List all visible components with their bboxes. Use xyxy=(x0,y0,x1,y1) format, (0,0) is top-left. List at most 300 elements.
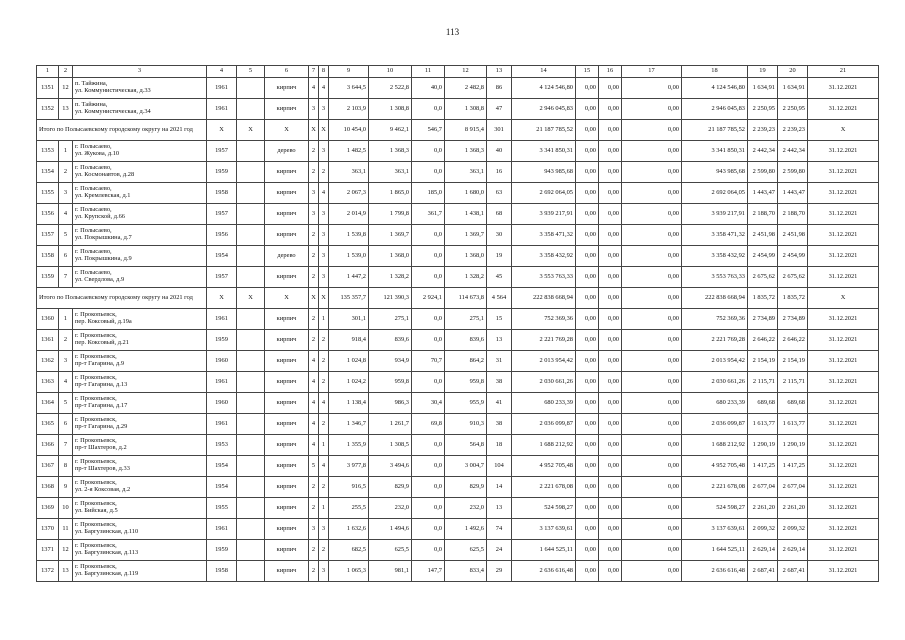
table-row xyxy=(37,141,879,162)
cell-c9: 135 357,7 xyxy=(329,288,369,309)
row-subnumber: 2 xyxy=(59,162,73,183)
cell-c4: 1958 xyxy=(207,183,237,204)
cell-c19: 2 115,71 xyxy=(748,372,778,393)
cell-c8: 2 xyxy=(319,372,329,393)
cell-c6: кирпич xyxy=(265,435,309,456)
cell-c8: X xyxy=(319,120,329,141)
cell-c10: 3 494,6 xyxy=(369,456,412,477)
cell-c5 xyxy=(237,225,265,246)
row-number: 1351 xyxy=(37,78,59,99)
cell-c8: 2 xyxy=(319,477,329,498)
column-header: 17 xyxy=(622,66,682,78)
cell-c12: 1 368,3 xyxy=(445,141,487,162)
cell-c11: 30,4 xyxy=(412,393,445,414)
row-number: 1364 xyxy=(37,393,59,414)
cell-c11: 0,0 xyxy=(412,540,445,561)
table-row xyxy=(37,99,879,120)
cell-c7: 2 xyxy=(309,477,319,498)
cell-c21: 31.12.2021 xyxy=(808,330,879,351)
cell-c20: 2 188,70 xyxy=(778,204,808,225)
cell-c13: 38 xyxy=(487,372,512,393)
address-cell xyxy=(73,309,207,330)
header-row xyxy=(37,66,879,78)
cell-c12: 2 482,8 xyxy=(445,78,487,99)
column-header: 21 xyxy=(808,66,879,78)
cell-c20: 2 250,95 xyxy=(778,99,808,120)
column-header: 2 xyxy=(59,66,73,78)
address-cell xyxy=(73,435,207,456)
cell-c19: 2 188,70 xyxy=(748,204,778,225)
address-street: ул. Баргузинская, д.110 xyxy=(75,528,139,535)
cell-c19: 2 239,23 xyxy=(748,120,778,141)
cell-c8: 3 xyxy=(319,225,329,246)
address-cell xyxy=(73,561,207,582)
address-street: пр-т Шахтеров, д.33 xyxy=(75,465,130,472)
cell-c12: 839,6 xyxy=(445,330,487,351)
cell-c11: 0,0 xyxy=(412,477,445,498)
address-cell xyxy=(73,519,207,540)
table-row xyxy=(37,246,879,267)
cell-c14: 3 358 432,92 xyxy=(512,246,576,267)
cell-c12: 955,9 xyxy=(445,393,487,414)
row-subnumber: 10 xyxy=(59,498,73,519)
cell-c21: 31.12.2021 xyxy=(808,309,879,330)
cell-c18: 2 946 045,83 xyxy=(682,99,748,120)
cell-c9: 1 539,8 xyxy=(329,225,369,246)
row-subnumber: 2 xyxy=(59,330,73,351)
total-row xyxy=(37,120,879,141)
cell-c6: кирпич xyxy=(265,78,309,99)
cell-c10: 121 390,3 xyxy=(369,288,412,309)
cell-c4: 1954 xyxy=(207,477,237,498)
column-header: 15 xyxy=(576,66,599,78)
cell-c12: 1 368,0 xyxy=(445,246,487,267)
cell-c5 xyxy=(237,498,265,519)
row-subnumber: 13 xyxy=(59,561,73,582)
cell-c6: кирпич xyxy=(265,477,309,498)
address-cell xyxy=(73,393,207,414)
row-subnumber: 1 xyxy=(59,309,73,330)
cell-c6: X xyxy=(265,288,309,309)
cell-c5 xyxy=(237,330,265,351)
cell-c7: 2 xyxy=(309,561,319,582)
cell-c14: 3 358 471,32 xyxy=(512,225,576,246)
cell-c7: 4 xyxy=(309,393,319,414)
cell-c6: X xyxy=(265,120,309,141)
cell-c9: 3 644,5 xyxy=(329,78,369,99)
cell-c6: кирпич xyxy=(265,414,309,435)
cell-c20: 2 599,80 xyxy=(778,162,808,183)
address-locality: г. Прокопьевск, xyxy=(75,521,117,529)
cell-c19: 2 250,95 xyxy=(748,99,778,120)
column-header: 16 xyxy=(599,66,622,78)
cell-c20: 2 677,04 xyxy=(778,477,808,498)
cell-c8: 2 xyxy=(319,540,329,561)
cell-c9: 1 632,6 xyxy=(329,519,369,540)
row-subnumber: 5 xyxy=(59,393,73,414)
cell-c5 xyxy=(237,435,265,456)
cell-c19: 689,68 xyxy=(748,393,778,414)
cell-c6: кирпич xyxy=(265,372,309,393)
cell-c9: 918,4 xyxy=(329,330,369,351)
cell-c19: 2 599,80 xyxy=(748,162,778,183)
address-locality: г. Прокопьевск, xyxy=(75,437,117,445)
address-street: ул. Бийская, д.5 xyxy=(75,507,118,514)
cell-c19: 2 734,89 xyxy=(748,309,778,330)
cell-c5 xyxy=(237,540,265,561)
cell-c16: 0,00 xyxy=(599,309,622,330)
row-number: 1360 xyxy=(37,309,59,330)
address-locality: г. Полысаево, xyxy=(75,248,112,256)
column-header: 19 xyxy=(748,66,778,78)
address-cell xyxy=(73,246,207,267)
cell-c18: 3 137 639,61 xyxy=(682,519,748,540)
cell-c21: 31.12.2021 xyxy=(808,225,879,246)
cell-c5 xyxy=(237,414,265,435)
column-header: 9 xyxy=(329,66,369,78)
cell-c10: 1 799,8 xyxy=(369,204,412,225)
cell-c15: 0,00 xyxy=(576,330,599,351)
cell-c14: 752 369,36 xyxy=(512,309,576,330)
column-header: 13 xyxy=(487,66,512,78)
total-row xyxy=(37,288,879,309)
cell-c9: 1 065,3 xyxy=(329,561,369,582)
cell-c21: 31.12.2021 xyxy=(808,540,879,561)
cell-c10: 2 522,8 xyxy=(369,78,412,99)
cell-c18: 4 124 546,80 xyxy=(682,78,748,99)
row-number: 1352 xyxy=(37,99,59,120)
cell-c20: 1 634,91 xyxy=(778,78,808,99)
row-subnumber: 1 xyxy=(59,141,73,162)
cell-c21: 31.12.2021 xyxy=(808,561,879,582)
total-label: Итого по Полысаевскому городскому округу на 2021 год xyxy=(37,120,207,141)
row-subnumber: 12 xyxy=(59,78,73,99)
cell-c16: 0,00 xyxy=(599,414,622,435)
cell-c15: 0,00 xyxy=(576,540,599,561)
cell-c4: 1957 xyxy=(207,204,237,225)
cell-c7: X xyxy=(309,120,319,141)
cell-c11: 0,0 xyxy=(412,435,445,456)
cell-c5: X xyxy=(237,288,265,309)
cell-c10: 232,0 xyxy=(369,498,412,519)
cell-c20: 2 675,62 xyxy=(778,267,808,288)
cell-c19: 2 677,04 xyxy=(748,477,778,498)
cell-c17: 0,00 xyxy=(622,120,682,141)
cell-c12: 232,0 xyxy=(445,498,487,519)
cell-c17: 0,00 xyxy=(622,435,682,456)
address-locality: п. Тайжина, xyxy=(75,80,108,88)
address-cell xyxy=(73,414,207,435)
cell-c20: 1 290,19 xyxy=(778,435,808,456)
cell-c4: 1956 xyxy=(207,225,237,246)
cell-c17: 0,00 xyxy=(622,141,682,162)
cell-c10: 1 369,7 xyxy=(369,225,412,246)
cell-c14: 2 013 954,42 xyxy=(512,351,576,372)
address-cell xyxy=(73,498,207,519)
cell-c17: 0,00 xyxy=(622,498,682,519)
address-street: пр-т Гагарина, д.17 xyxy=(75,402,128,409)
address-street: ул. Жукова, д.10 xyxy=(75,150,120,157)
row-number: 1355 xyxy=(37,183,59,204)
cell-c6: кирпич xyxy=(265,99,309,120)
cell-c16: 0,00 xyxy=(599,456,622,477)
cell-c17: 0,00 xyxy=(622,225,682,246)
cell-c8: 1 xyxy=(319,435,329,456)
cell-c15: 0,00 xyxy=(576,435,599,456)
cell-c7: 2 xyxy=(309,498,319,519)
cell-c17: 0,00 xyxy=(622,99,682,120)
housing-register-table xyxy=(36,65,879,582)
table-row xyxy=(37,204,879,225)
cell-c12: 363,1 xyxy=(445,162,487,183)
cell-c4: 1959 xyxy=(207,162,237,183)
cell-c16: 0,00 xyxy=(599,204,622,225)
cell-c6: кирпич xyxy=(265,351,309,372)
table-row xyxy=(37,351,879,372)
cell-c19: 2 675,62 xyxy=(748,267,778,288)
cell-c6: кирпич xyxy=(265,540,309,561)
cell-c9: 2 067,3 xyxy=(329,183,369,204)
cell-c4: 1961 xyxy=(207,519,237,540)
table-row xyxy=(37,183,879,204)
cell-c19: 1 290,19 xyxy=(748,435,778,456)
cell-c16: 0,00 xyxy=(599,477,622,498)
cell-c8: 3 xyxy=(319,141,329,162)
cell-c17: 0,00 xyxy=(622,414,682,435)
cell-c20: 689,68 xyxy=(778,393,808,414)
cell-c7: 4 xyxy=(309,372,319,393)
cell-c21: 31.12.2021 xyxy=(808,246,879,267)
cell-c15: 0,00 xyxy=(576,456,599,477)
cell-c20: 1 613,77 xyxy=(778,414,808,435)
cell-c8: 3 xyxy=(319,204,329,225)
address-street: пр-т Гагарина, д.9 xyxy=(75,360,125,367)
cell-c13: 15 xyxy=(487,309,512,330)
cell-c4: 1959 xyxy=(207,540,237,561)
cell-c5 xyxy=(237,351,265,372)
cell-c10: 829,9 xyxy=(369,477,412,498)
cell-c19: 1 443,47 xyxy=(748,183,778,204)
cell-c5 xyxy=(237,477,265,498)
cell-c13: 40 xyxy=(487,141,512,162)
table-row xyxy=(37,540,879,561)
column-header: 4 xyxy=(207,66,237,78)
address-cell xyxy=(73,204,207,225)
cell-c13: 41 xyxy=(487,393,512,414)
row-number: 1371 xyxy=(37,540,59,561)
cell-c19: 2 646,22 xyxy=(748,330,778,351)
cell-c11: 0,0 xyxy=(412,372,445,393)
cell-c13: 14 xyxy=(487,477,512,498)
cell-c12: 1 438,1 xyxy=(445,204,487,225)
cell-c7: 2 xyxy=(309,246,319,267)
cell-c21: 31.12.2021 xyxy=(808,78,879,99)
cell-c15: 0,00 xyxy=(576,99,599,120)
cell-c18: 2 692 064,05 xyxy=(682,183,748,204)
cell-c6: кирпич xyxy=(265,204,309,225)
row-number: 1357 xyxy=(37,225,59,246)
row-number: 1365 xyxy=(37,414,59,435)
cell-c12: 564,8 xyxy=(445,435,487,456)
cell-c20: 2 646,22 xyxy=(778,330,808,351)
cell-c16: 0,00 xyxy=(599,393,622,414)
cell-c4: 1954 xyxy=(207,456,237,477)
cell-c7: 2 xyxy=(309,225,319,246)
cell-c12: 1 680,0 xyxy=(445,183,487,204)
row-subnumber: 4 xyxy=(59,204,73,225)
cell-c15: 0,00 xyxy=(576,477,599,498)
cell-c7: 3 xyxy=(309,99,319,120)
cell-c21: 31.12.2021 xyxy=(808,414,879,435)
cell-c10: 9 462,1 xyxy=(369,120,412,141)
cell-c20: 2 454,99 xyxy=(778,246,808,267)
cell-c18: 3 358 471,32 xyxy=(682,225,748,246)
cell-c9: 1 346,7 xyxy=(329,414,369,435)
cell-c17: 0,00 xyxy=(622,78,682,99)
cell-c14: 1 644 525,11 xyxy=(512,540,576,561)
cell-c5 xyxy=(237,183,265,204)
cell-c20: 2 734,89 xyxy=(778,309,808,330)
cell-c16: 0,00 xyxy=(599,246,622,267)
address-locality: г. Прокопьевск, xyxy=(75,374,117,382)
cell-c14: 21 187 785,52 xyxy=(512,120,576,141)
cell-c16: 0,00 xyxy=(599,498,622,519)
cell-c5 xyxy=(237,162,265,183)
cell-c12: 959,8 xyxy=(445,372,487,393)
row-number: 1353 xyxy=(37,141,59,162)
cell-c10: 839,6 xyxy=(369,330,412,351)
column-header: 7 xyxy=(309,66,319,78)
cell-c16: 0,00 xyxy=(599,561,622,582)
cell-c18: 2 221 769,28 xyxy=(682,330,748,351)
cell-c11: 0,0 xyxy=(412,99,445,120)
cell-c12: 3 004,7 xyxy=(445,456,487,477)
address-cell xyxy=(73,351,207,372)
row-subnumber: 9 xyxy=(59,477,73,498)
cell-c7: 4 xyxy=(309,78,319,99)
row-number: 1359 xyxy=(37,267,59,288)
row-number: 1372 xyxy=(37,561,59,582)
cell-c8: 3 xyxy=(319,246,329,267)
cell-c18: 2 036 099,87 xyxy=(682,414,748,435)
cell-c8: 4 xyxy=(319,393,329,414)
table-row xyxy=(37,330,879,351)
cell-c4: 1961 xyxy=(207,309,237,330)
cell-c5 xyxy=(237,393,265,414)
row-number: 1363 xyxy=(37,372,59,393)
cell-c13: 4 564 xyxy=(487,288,512,309)
address-cell xyxy=(73,225,207,246)
cell-c8: 3 xyxy=(319,267,329,288)
address-locality: г. Полысаево, xyxy=(75,164,112,172)
cell-c7: 3 xyxy=(309,519,319,540)
cell-c15: 0,00 xyxy=(576,372,599,393)
address-street: пр-т Гагарина, д.13 xyxy=(75,381,128,388)
cell-c8: 2 xyxy=(319,162,329,183)
cell-c12: 1 328,2 xyxy=(445,267,487,288)
cell-c9: 1 024,8 xyxy=(329,351,369,372)
address-locality: г. Полысаево, xyxy=(75,269,112,277)
cell-c13: 301 xyxy=(487,120,512,141)
column-header: 20 xyxy=(778,66,808,78)
cell-c15: 0,00 xyxy=(576,309,599,330)
cell-c6: кирпич xyxy=(265,498,309,519)
cell-c8: 2 xyxy=(319,414,329,435)
address-street: ул. Космонавтов, д.28 xyxy=(75,171,135,178)
cell-c11: 0,0 xyxy=(412,246,445,267)
cell-c6: кирпич xyxy=(265,519,309,540)
cell-c15: 0,00 xyxy=(576,120,599,141)
cell-c16: 0,00 xyxy=(599,540,622,561)
cell-c21: 31.12.2021 xyxy=(808,183,879,204)
cell-c18: 1 644 525,11 xyxy=(682,540,748,561)
cell-c11: 0,0 xyxy=(412,456,445,477)
table-row xyxy=(37,435,879,456)
cell-c21: 31.12.2021 xyxy=(808,456,879,477)
cell-c21: X xyxy=(808,288,879,309)
column-header: 10 xyxy=(369,66,412,78)
cell-c9: 1 355,9 xyxy=(329,435,369,456)
cell-c8: 3 xyxy=(319,561,329,582)
cell-c9: 1 024,2 xyxy=(329,372,369,393)
cell-c13: 29 xyxy=(487,561,512,582)
cell-c17: 0,00 xyxy=(622,267,682,288)
cell-c17: 0,00 xyxy=(622,372,682,393)
cell-c13: 74 xyxy=(487,519,512,540)
table-row xyxy=(37,309,879,330)
total-label: Итого по Полысаевскому городскому округу на 2021 год xyxy=(37,288,207,309)
cell-c11: 0,0 xyxy=(412,141,445,162)
cell-c18: 2 221 678,08 xyxy=(682,477,748,498)
cell-c12: 910,3 xyxy=(445,414,487,435)
row-number: 1354 xyxy=(37,162,59,183)
cell-c21: 31.12.2021 xyxy=(808,372,879,393)
cell-c5: X xyxy=(237,120,265,141)
cell-c10: 363,1 xyxy=(369,162,412,183)
cell-c10: 1 368,0 xyxy=(369,246,412,267)
address-street: ул. Кремлевская, д.1 xyxy=(75,192,131,199)
address-locality: г. Полысаево, xyxy=(75,185,112,193)
cell-c20: 2 687,41 xyxy=(778,561,808,582)
cell-c18: 2 636 616,48 xyxy=(682,561,748,582)
cell-c16: 0,00 xyxy=(599,120,622,141)
cell-c20: 1 443,47 xyxy=(778,183,808,204)
row-subnumber: 3 xyxy=(59,351,73,372)
cell-c8: 3 xyxy=(319,99,329,120)
cell-c17: 0,00 xyxy=(622,246,682,267)
cell-c16: 0,00 xyxy=(599,78,622,99)
cell-c13: 24 xyxy=(487,540,512,561)
cell-c10: 959,8 xyxy=(369,372,412,393)
column-header: 18 xyxy=(682,66,748,78)
cell-c9: 682,5 xyxy=(329,540,369,561)
cell-c9: 1 138,4 xyxy=(329,393,369,414)
cell-c21: 31.12.2021 xyxy=(808,498,879,519)
address-cell xyxy=(73,141,207,162)
cell-c8: 4 xyxy=(319,78,329,99)
cell-c6: кирпич xyxy=(265,561,309,582)
cell-c9: 3 977,8 xyxy=(329,456,369,477)
cell-c13: 13 xyxy=(487,330,512,351)
cell-c12: 1 369,7 xyxy=(445,225,487,246)
cell-c10: 1 308,8 xyxy=(369,99,412,120)
cell-c6: кирпич xyxy=(265,330,309,351)
address-street: пер. Коксовый, д.21 xyxy=(75,339,129,346)
cell-c12: 1 308,8 xyxy=(445,99,487,120)
cell-c21: 31.12.2021 xyxy=(808,351,879,372)
cell-c7: X xyxy=(309,288,319,309)
cell-c14: 2 636 616,48 xyxy=(512,561,576,582)
